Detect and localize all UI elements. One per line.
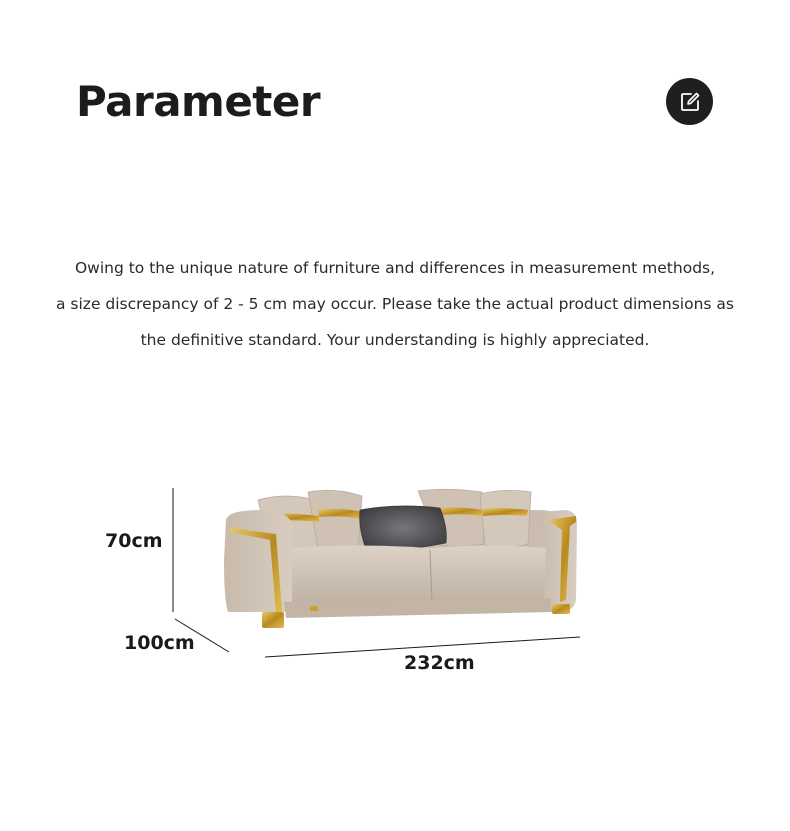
height-label: 70cm [105, 530, 163, 552]
depth-label: 100cm [124, 632, 195, 654]
page-title: Parameter [76, 77, 321, 126]
sofa-image [224, 489, 577, 628]
notice-line-3: the definitive standard. Your understanding is highly appreciated. [140, 331, 650, 349]
notice-line-2: a size discrepancy of 2 - 5 cm may occur. Please take the actual product dimensions as [56, 295, 734, 313]
notice-line-1: Owing to the unique nature of furniture and differences in measurement methods, [74, 259, 716, 277]
width-label: 232cm [404, 652, 475, 674]
